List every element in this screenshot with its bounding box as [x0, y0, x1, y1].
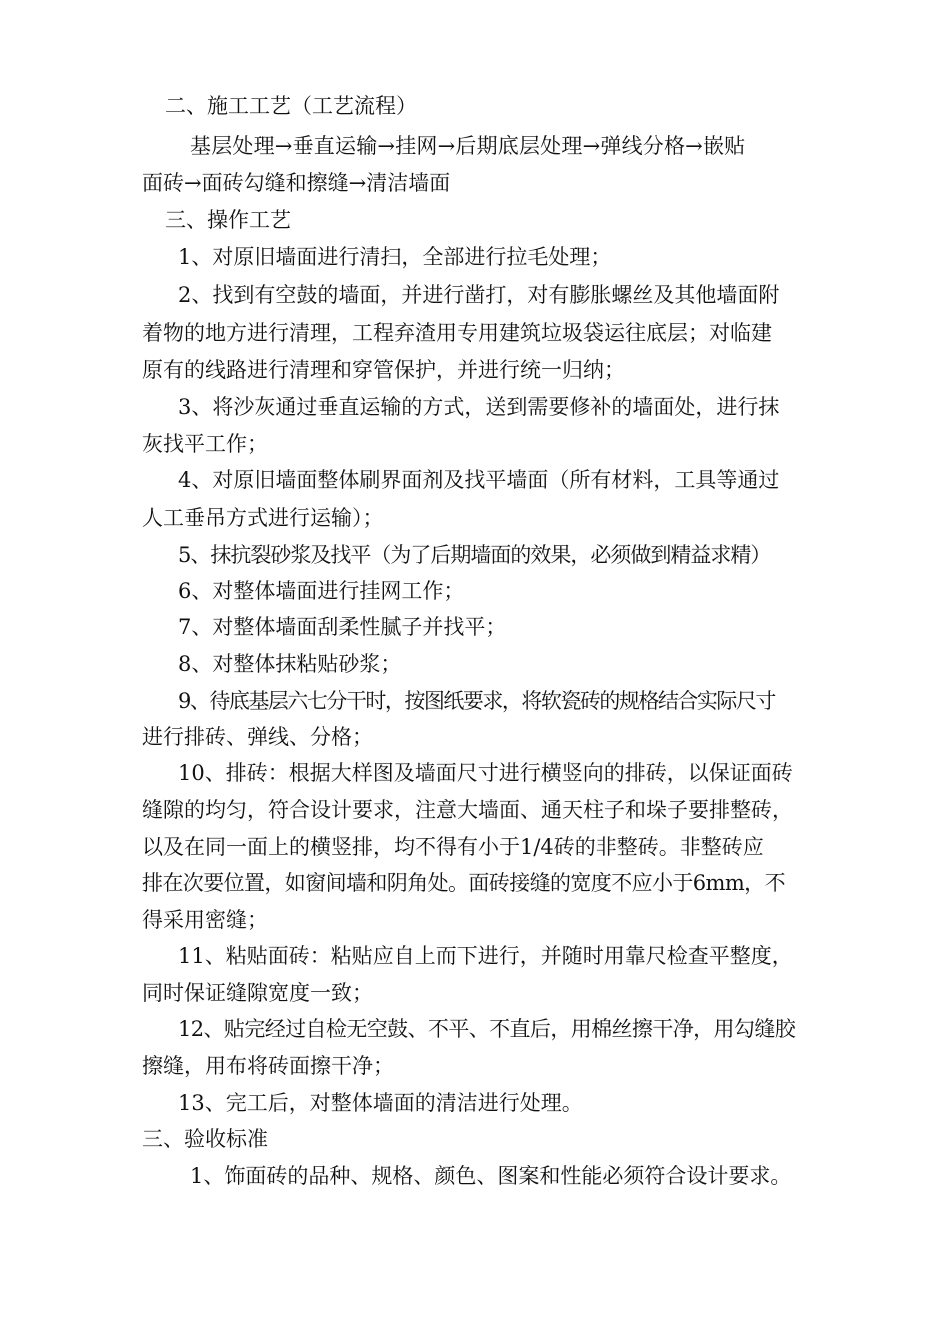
step-12: 12、贴完经过自检无空鼓、不平、不直后，用棉丝擦干净，用勾缝胶: [178, 1017, 796, 1041]
step-2-continuation: 原有的线路进行清理和穿管保护，并进行统一归纳；: [142, 358, 625, 382]
step-7: 7、对整体墙面刮柔性腻子并找平；: [178, 615, 507, 639]
process-flow-line: 基层处理→垂直运输→挂网→后期底层处理→弹线分格→嵌贴: [190, 134, 746, 158]
step-13: 13、完工后，对整体墙面的清洁进行处理。: [178, 1091, 583, 1115]
step-3-continuation: 灰找平工作；: [142, 432, 268, 456]
step-1: 1、对原旧墙面进行清扫，全部进行拉毛处理；: [178, 245, 612, 269]
step-6: 6、对整体墙面进行挂网工作；: [178, 579, 465, 603]
step-9-continuation: 进行排砖、弹线、分格；: [142, 725, 373, 749]
section-heading-acceptance-standard: 三、验收标准: [142, 1127, 268, 1151]
step-2-continuation: 着物的地方进行清理，工程弃渣用专用建筑垃圾袋运往底层；对临建: [142, 321, 772, 345]
step-5: 5、抹抗裂砂浆及找平（为了后期墙面的效果，必须做到精益求精）: [178, 543, 771, 567]
step-10-continuation: 得采用密缝；: [142, 908, 268, 932]
step-10: 10、排砖：根据大样图及墙面尺寸进行横竖向的排砖，以保证面砖: [178, 761, 793, 785]
step-4-continuation: 人工垂吊方式进行运输）；: [142, 506, 384, 530]
process-flow-line: 面砖→面砖勾缝和擦缝→清洁墙面: [142, 171, 451, 195]
step-8: 8、对整体抹粘贴砂浆；: [178, 652, 402, 676]
step-4: 4、对原旧墙面整体刷界面剂及找平墙面（所有材料，工具等通过: [178, 468, 780, 492]
step-11: 11、粘贴面砖：粘贴应自上而下进行，并随时用靠尺检查平整度，: [178, 944, 793, 968]
step-9: 9、待底基层六七分干时，按图纸要求，将软瓷砖的规格结合实际尺寸: [178, 689, 775, 713]
step-11-continuation: 同时保证缝隙宽度一致；: [142, 981, 373, 1005]
step-10-continuation: 排在次要位置，如窗间墙和阴角处。面砖接缝的宽度不应小于6mm，不: [142, 871, 785, 895]
section-heading-operation-process: 三、操作工艺: [165, 208, 291, 232]
section-heading-construction-process: 二、施工工艺（工艺流程）: [165, 94, 417, 118]
step-10-continuation: 以及在同一面上的横竖排，均不得有小于1/4砖的非整砖。非整砖应: [142, 835, 764, 859]
step-3: 3、将沙灰通过垂直运输的方式，送到需要修补的墙面处，进行抹: [178, 395, 780, 419]
acceptance-item-1: 1、饰面砖的品种、规格、颜色、图案和性能必须符合设计要求。: [190, 1164, 792, 1188]
step-10-continuation: 缝隙的均匀，符合设计要求，注意大墙面、通天柱子和垛子要排整砖，: [142, 798, 793, 822]
step-2: 2、找到有空鼓的墙面，并进行凿打，对有膨胀螺丝及其他墙面附: [178, 283, 780, 307]
step-12-continuation: 擦缝，用布将砖面擦干净；: [142, 1054, 394, 1078]
